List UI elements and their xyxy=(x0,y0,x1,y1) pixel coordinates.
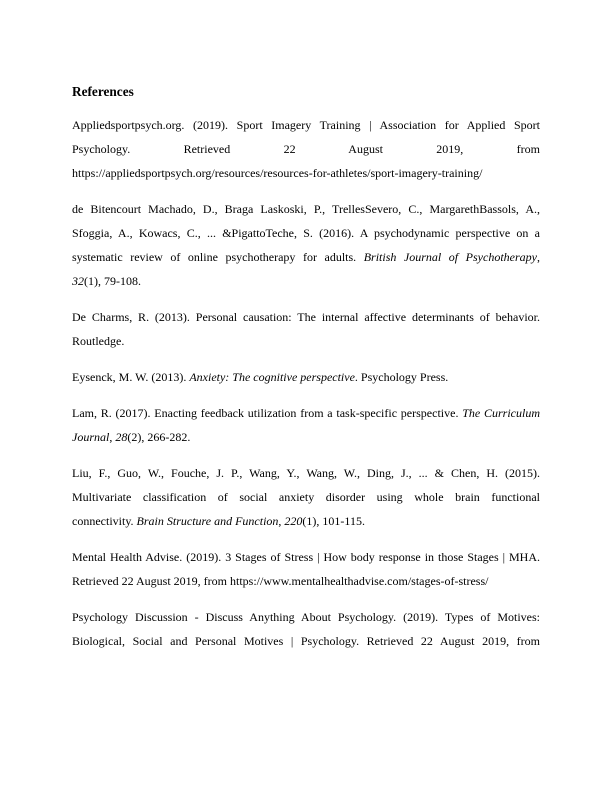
journal-volume: 220 xyxy=(284,514,303,528)
reference-line: Retrieved 22 August 2019, from https://www.mentalhealthadvise.com/stages-of-stress/ xyxy=(72,574,489,588)
reference-entry xyxy=(72,545,540,593)
journal-title: Brain Structure and Function xyxy=(136,514,279,528)
journal-volume: 28 xyxy=(115,430,128,444)
reference-line xyxy=(72,245,540,269)
reference-text: , xyxy=(278,514,285,528)
journal-title: Journal xyxy=(72,430,110,444)
reference-line: Mental Health Advise. (2019). 3 Stages of Stress | How body response in those Stages | MHA. xyxy=(72,550,540,564)
reference-line: de Bitencourt Machado, D., Braga Laskoski, P., TrellesSevero, C., MargarethBassols, A., xyxy=(72,202,540,216)
reference-text: . Psychology Press. xyxy=(354,370,449,384)
reference-line: Biological, Social and Personal Motives | Psychology. Retrieved 22 August 2019, from xyxy=(72,634,540,648)
reference-text: , xyxy=(109,430,116,444)
reference-line xyxy=(72,365,540,389)
reference-line: Multivariate classification of social anxiety disorder using whole brain functional xyxy=(72,490,540,504)
reference-url: https://appliedsportpsych.org/resources/resources-for-athletes/sport-imagery-training/ xyxy=(72,166,483,180)
reference-text: Eysenck, M. W. (2013). xyxy=(72,370,190,384)
reference-entry xyxy=(72,365,540,389)
reference-line xyxy=(72,509,540,533)
journal-volume: 32 xyxy=(72,274,84,288)
reference-text: Lam, R. (2017). Enacting feedback utilization from a task-specific perspective. xyxy=(72,406,463,420)
reference-text: (1), 79-108. xyxy=(84,274,141,288)
reference-text: (2), 266-282. xyxy=(127,430,191,444)
reference-entry xyxy=(72,305,540,353)
reference-line: Routledge. xyxy=(72,334,125,348)
book-title: Anxiety: The cognitive perspective xyxy=(189,370,355,384)
reference-line: Sfoggia, A., Kowacs, C., ... &PigattoTeche, S. (2016). A psychodynamic perspective on a xyxy=(72,226,540,240)
reference-line: Psychology. Retrieved 22 August 2019, from xyxy=(72,142,540,156)
references-list xyxy=(72,113,540,665)
reference-line xyxy=(72,425,540,449)
reference-entry xyxy=(72,401,540,449)
journal-title: British Journal of Psychotherapy xyxy=(363,250,537,264)
journal-title: The Curriculum xyxy=(462,406,540,420)
reference-line xyxy=(72,401,540,425)
reference-line: De Charms, R. (2013). Personal causation: The internal affective determinants of behavior. xyxy=(72,310,540,324)
reference-line xyxy=(72,269,540,293)
reference-entry xyxy=(72,113,540,185)
reference-text: connectivity. xyxy=(72,514,137,528)
references-heading: References xyxy=(72,84,134,99)
reference-text: (1), 101-115. xyxy=(302,514,365,528)
reference-text: , xyxy=(537,250,540,264)
reference-text: systematic review of online psychotherapy for adults. xyxy=(72,250,364,264)
reference-line: Liu, F., Guo, W., Fouche, J. P., Wang, Y., Wang, W., Ding, J., ... & Chen, H. (2015). xyxy=(72,466,540,480)
reference-entry xyxy=(72,197,540,293)
reference-entry xyxy=(72,605,540,653)
reference-line: Appliedsportpsych.org. (2019). Sport Imagery Training | Association for Applied Sport xyxy=(72,118,540,132)
reference-line: Psychology Discussion - Discuss Anything About Psychology. (2019). Types of Motives: xyxy=(72,610,540,624)
reference-entry xyxy=(72,461,540,533)
